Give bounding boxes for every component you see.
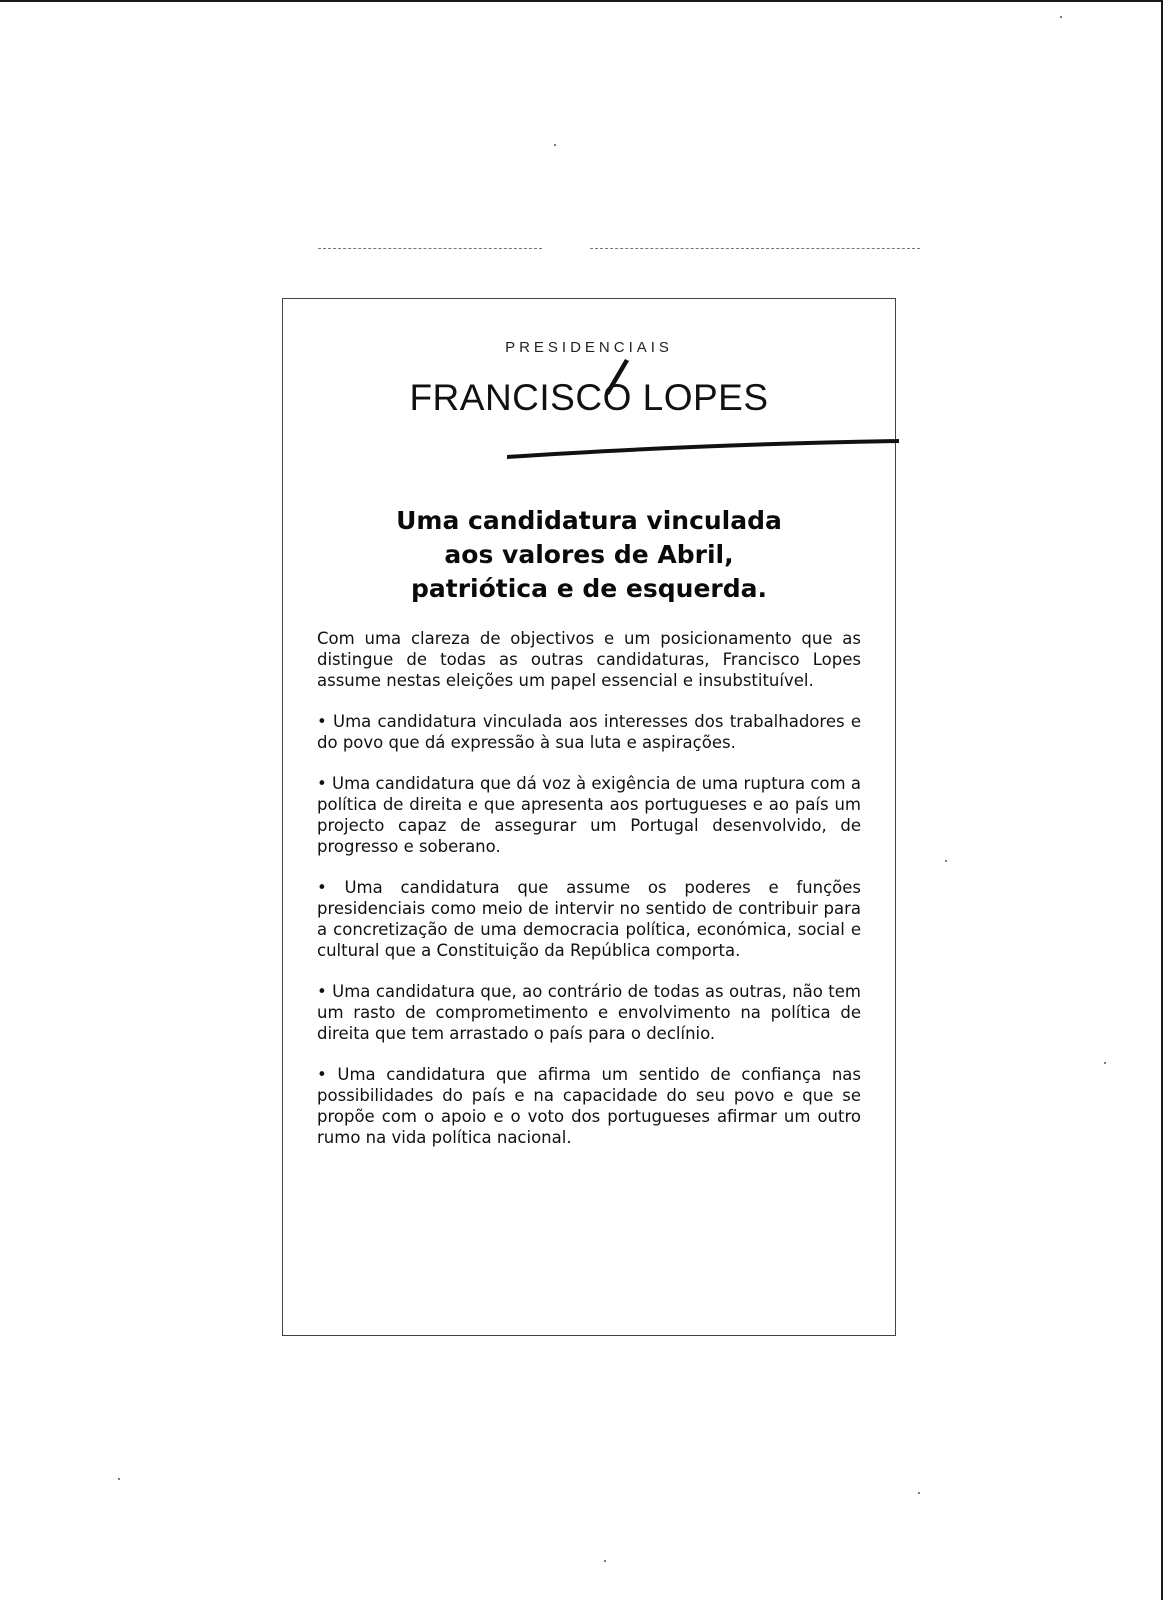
flyer-headline <box>313 504 865 606</box>
bullet-paragraph: • Uma candidatura que afirma um sentido de confiança nas possibilidades do país e na capacidade do seu povo e que se propõe com o apoio e o voto dos portugueses afirmar um outro rumo na vida política nacional. <box>317 1065 861 1147</box>
scan-speck <box>945 860 947 862</box>
scan-edge-top <box>0 0 1163 2</box>
headline-line: Uma candidatura vinculada <box>396 506 782 535</box>
cut-line-left <box>318 248 542 249</box>
cut-line-right <box>590 248 920 249</box>
scan-speck <box>918 1492 920 1494</box>
candidate-name: FRANCISCO LOPES <box>409 377 769 418</box>
scan-speck <box>604 1560 606 1562</box>
headline-line: patriótica e de esquerda. <box>411 574 767 603</box>
scan-speck <box>1060 16 1062 18</box>
scan-speck <box>118 1478 120 1480</box>
scan-speck <box>554 144 556 146</box>
bullet-paragraph: • Uma candidatura que assume os poderes e funções presidenciais como meio de intervir no sentido de contribuir para a concretização de uma democracia política, económica, social e cultural que a Constituição da República comporta. <box>317 878 861 960</box>
flyer-body <box>317 628 861 1168</box>
logo-swoosh <box>507 435 899 461</box>
bullet-paragraph: • Uma candidatura que, ao contrário de todas as outras, não tem um rasto de comprometimento e envolvimento na política de direita que tem arrastado o país para o declínio. <box>317 982 861 1043</box>
campaign-flyer <box>282 298 896 1336</box>
scan-speck <box>1104 1062 1106 1064</box>
headline-line: aos valores de Abril, <box>444 540 734 569</box>
bullet-paragraph: • Uma candidatura que dá voz à exigência de uma ruptura com a política de direita e que apresenta aos portugueses e ao país um projecto capaz de assegurar um Portugal desenvolvido, de progresso e soberano. <box>317 774 861 856</box>
bullet-paragraph: • Uma candidatura vinculada aos interesses dos trabalhadores e do povo que dá expressão à sua luta e aspirações. <box>317 712 861 752</box>
intro-paragraph: Com uma clareza de objectivos e um posicionamento que as distingue de todas as outras candidaturas, Francisco Lopes assume nestas eleições um papel essencial e insubstituível. <box>317 629 861 690</box>
flyer-kicker: PRESIDENCIAIS <box>505 339 673 356</box>
